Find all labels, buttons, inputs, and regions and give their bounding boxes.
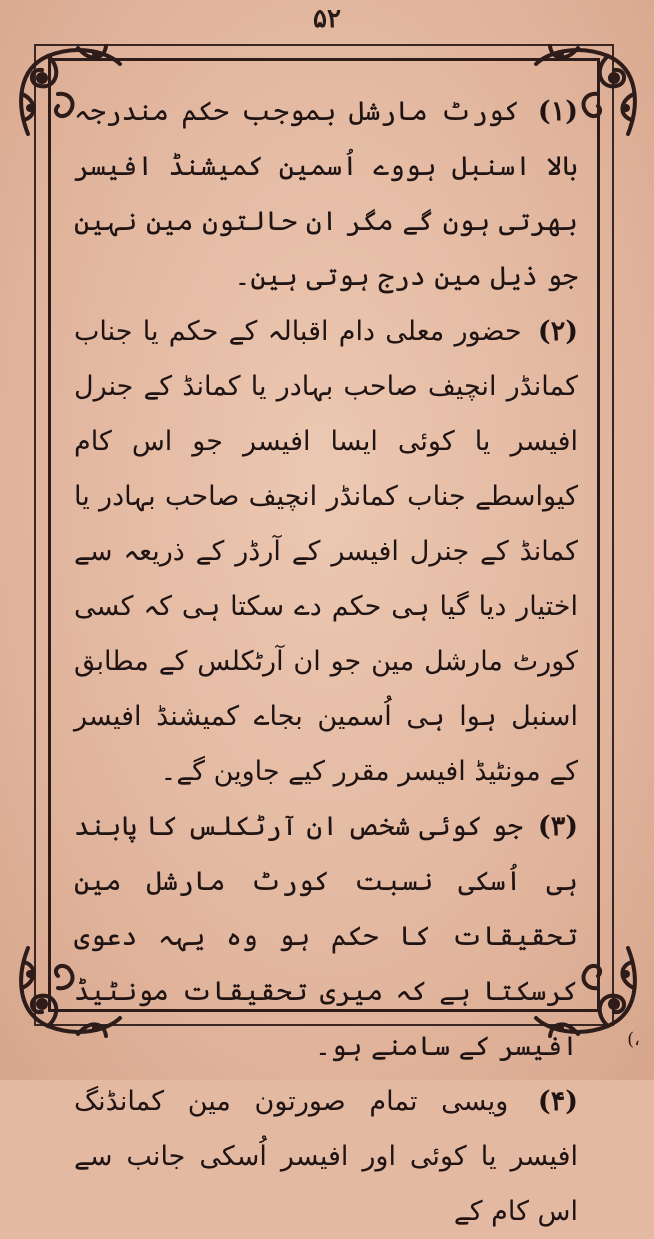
paragraph-3 [74,799,578,1074]
paragraph-text: کورٹ مارشل بموجب حکم مندرجہ بالا اسنبل ہووے اُسمین کمیشنڈ افیسر بھرتی ہون گے مگر ان حالتون مین نہین جو ذیل مین درج ہوتی ہین۔ [74,96,578,292]
paragraph-text: جو کوئی شخص ان آرٹکلس کا پابند ہی اُسکی نسبت کورٹ مارشل مین تحقیقات کا حکم ہو وہ یہہ دعوی کرسکتا ہے کہ میری تحقیقات مونٹیڈ افیسر کے سامنے ہو۔ [74,811,578,1062]
paragraph-number: (۲) [537,316,578,347]
paragraph-number: (۴) [537,1086,578,1117]
paragraph-text: حضور معلی دام اقبالہ کے حکم یا جناب کمانڈر انچیف صاحب بہادر یا کمانڈ کے جنرل افیسر یا کوئی ایسا افیسر جو اس کام کیواسطے جناب کمانڈر انچیف صاحب بہادر یا کمانڈ کے جنرل افیسر کے آرڈر کے ذریعہ سے اختیار دیا گیا ہی حکم دے سکتا ہی کہ کسی کورٹ مارشل مین جو ان آرٹکلس کے مطابق اسنبل ہوا ہی اُسمین بجاے کمیشنڈ افیسر کے مونٹیڈ افیسر مقرر کیے جاوین گے۔ [74,316,578,787]
margin-mark: (، [627,1029,640,1050]
paragraph-4 [74,1074,578,1239]
paragraph-1 [74,84,578,304]
page-number: ۵۲ [313,4,341,34]
paragraph-text: ویسی تمام صورتون مین کمانڈنگ افیسر یا کوئی اور افیسر اُسکی جانب سے اس کام کے [74,1086,578,1227]
paragraph-number: (۳) [537,811,578,842]
paragraph-number: (۱) [537,96,578,127]
paragraph-2 [74,304,578,799]
body-text [74,84,578,1239]
